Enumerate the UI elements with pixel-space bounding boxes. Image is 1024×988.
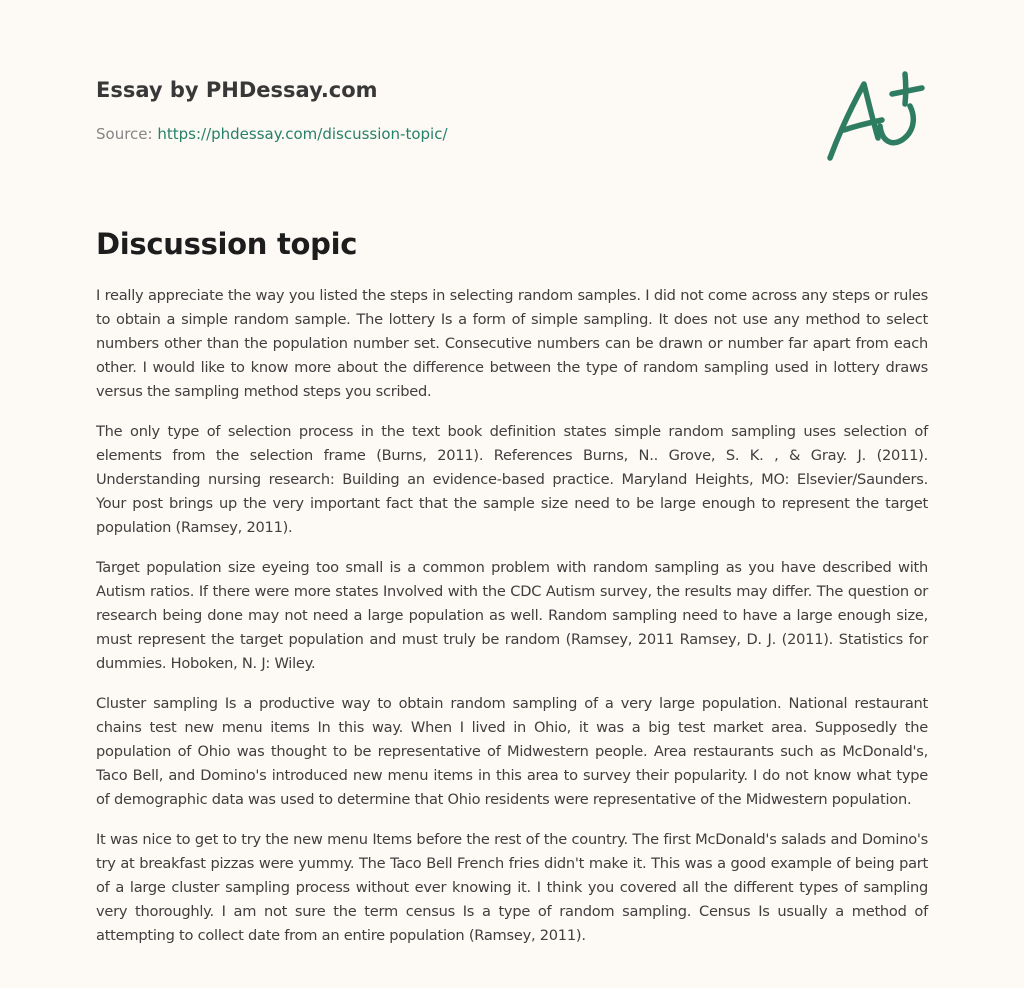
source-label: Source:: [96, 125, 153, 143]
a-plus-grade-icon: [820, 66, 930, 166]
paragraph: It was nice to get to try the new menu Items before the rest of the country. The first McDonald's salads and Domino's try at breakfast pizzas were yummy. The Taco Bell French fries didn't make it. This was a good example of being part of a large cluster sampling process without ever knowing it. I think you covered all the different types of sampling very thoroughly. I am not sure the term census Is a type of random sampling. Census Is usually a method of attempting to collect date from an entire population (Ramsey, 2011).: [96, 831, 928, 944]
source-line: [96, 124, 928, 144]
paragraph: I really appreciate the way you listed the steps in selecting random samples. I did not come across any steps or rules to obtain a simple random sample. The lottery Is a form of simple sampling. It does not use any method to select numbers other than the population number set. Consecutive numbers can be drawn or number far apart from each other. I would like to know more about the difference between the type of random sampling used in lottery draws versus the sampling method steps you scribed.: [96, 287, 928, 400]
paragraph: Target population size eyeing too small is a common problem with random sampling as you have described with Autism ratios. If there were more states Involved with the CDC Autism survey, the results may differ. The question or research being done may not need a large population as well. Random sampling need to have a large enough size, must represent the target population and must truly be random (Ramsey, 2011 Ramsey, D. J. (2011). Statistics for dummies. Hoboken, N. J: Wiley.: [96, 559, 928, 672]
article-title: Discussion topic: [96, 227, 358, 261]
page-header: [96, 76, 928, 144]
paragraph: Cluster sampling Is a productive way to obtain random sampling of a very large population. National restaurant chains test new menu items In this way. When I lived in Ohio, it was a big test market area. Supposedly the population of Ohio was thought to be representative of Midwestern people. Area restaurants such as McDonald's, Taco Bell, and Domino's introduced new menu items in this area to survey their popularity. I do not know what type of demographic data was used to determine that Ohio residents were representative of the Midwestern population.: [96, 695, 928, 808]
site-brand: Essay by PHDessay.com: [96, 78, 378, 102]
source-link[interactable]: https://phdessay.com/discussion-topic/: [157, 125, 448, 143]
paragraph: The only type of selection process in the text book definition states simple random sampling uses selection of elements from the selection frame (Burns, 2011). References Burns, N.. Grove, S. K. , & Gray. J. (2011). Understanding nursing research: Building an evidence-based practice. Maryland Heights, MO: Elsevier/Saunders. Your post brings up the very important fact that the sample size need to be large enough to represent the target population (Ramsey, 2011).: [96, 423, 928, 536]
article-body: [96, 284, 928, 964]
